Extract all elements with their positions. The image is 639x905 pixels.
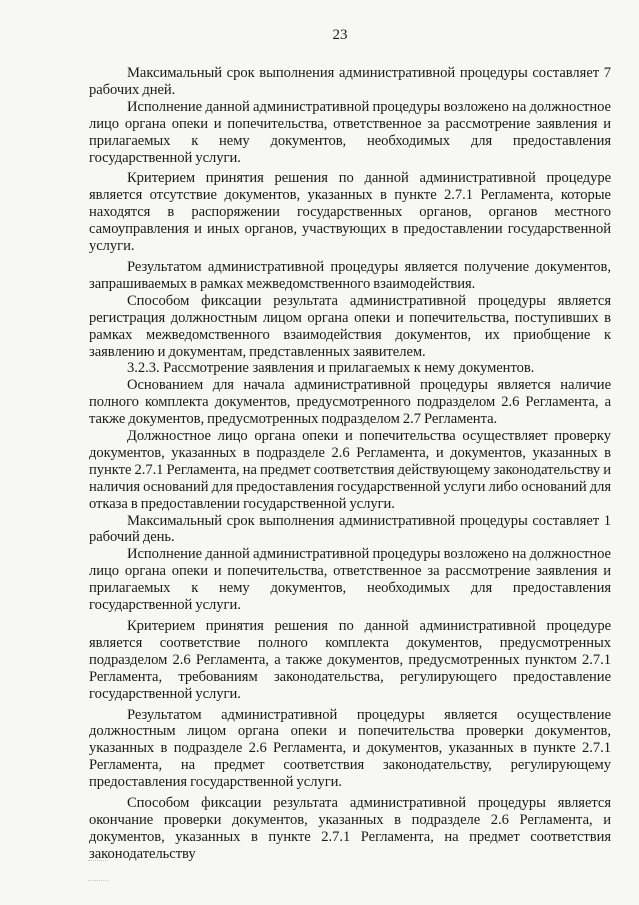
- paragraph-responsible-official: Исполнение данной административной процедуры возложено на должностное лицо органа опеки и попечительства, ответственное за рассмотрение заявления и прилагаемых к нему документов, необходимых для предоставления государственной услуги.: [89, 98, 611, 166]
- section-heading-3-2-3: 3.2.3. Рассмотрение заявления и прилагаемых к нему документов.: [127, 360, 535, 377]
- paragraph-fixation-method-2: Способом фиксации результата административной процедуры является окончание проверки документов, указанных в подразделе 2.6 Регламента, и документов, указанных в пункте 2.7.1 Регламента, на предмет соответствия законодательству: [89, 795, 611, 862]
- paragraph-procedure-result-2: Результатом административной процедуры является осуществление должностным лицом органа опеки и попечительства проверки документов, указанных в подразделе 2.6 Регламента, и документов, указанных в пункте 2.7.1 Регламента, на предмет соответствия законодательству, регулирующему предоставления государственной услуги.: [89, 706, 611, 791]
- page-number: 23: [332, 27, 348, 43]
- paragraph-max-term-7-days: Максимальный срок выполнения административной процедуры составляет 7 рабочих дней.: [89, 65, 611, 98]
- scan-artifact: [88, 860, 108, 867]
- paragraph-responsible-official-2: Исполнение данной административной процедуры возложено на должностное лицо органа опеки и попечительства, ответственное за рассмотрение заявления и прилагаемых к нему документов, необходимых для предоставления государственной услуги.: [89, 546, 611, 614]
- paragraph-fixation-method: Способом фиксации результата административной процедуры является регистрация должностным лицом органа опеки и попечительства, поступивших в рамках межведомственного взаимодействия документов, их приобщение к заявлению и документам, представленных заявителем.: [89, 292, 611, 360]
- paragraph-max-term-1-day: Максимальный срок выполнения административной процедуры составляет 1 рабочий день.: [89, 512, 611, 546]
- paragraph-procedure-result: Результатом административной процедуры является получение документов, запрашиваемых в рамках межведомственного взаимодействия.: [89, 258, 611, 292]
- paragraph-procedure-basis: Основанием для начала административной процедуры является наличие полного комплекта документов, предусмотренного подразделом 2.6 Регламента, а также документов, предусмотренных подразделом 2.7 Регламента.: [89, 377, 611, 428]
- paragraph-decision-criterion-2: Критерием принятия решения по данной административной процедуре является соответствие полного комплекта документов, предусмотренных подразделом 2.6 Регламента, а также документов, предусмотренных пунктом 2.7.1 Регламента, требованиям законодательства, регулирующего предоставление государственной услуги.: [89, 618, 611, 702]
- paragraph-decision-criterion: Критерием принятия решения по данной административной процедуре является отсутствие документов, указанных в пункте 2.7.1 Регламента, которые находятся в распоряжении государственных органов, органов местного самоуправления и иных органов, участвующих в предоставлении государственной услуги.: [89, 170, 611, 255]
- paragraph-official-checks-documents: Должностное лицо органа опеки и попечительства осуществляет проверку документов, указанных в подразделе 2.6 Регламента, и документов, указанных в пункте 2.7.1 Регламента, на предмет соответствия действующему законодательству и наличия оснований для предоставления государственной услуги либо оснований для отказа в предоставлении государственной услуги.: [89, 428, 611, 512]
- scan-artifact: [88, 880, 108, 887]
